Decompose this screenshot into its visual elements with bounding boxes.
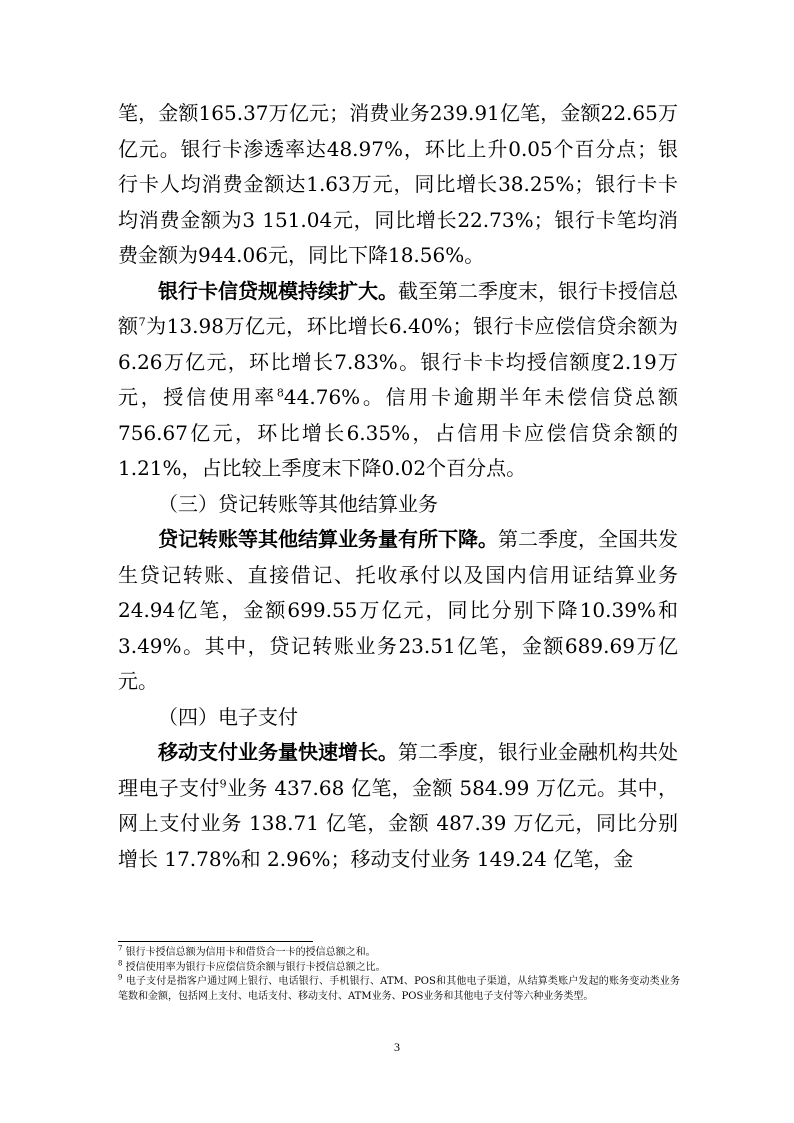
paragraph-credit-transfer (118, 522, 678, 700)
body-text (118, 96, 678, 877)
section-heading-4: （四）电子支付 (158, 704, 298, 729)
footnote-ref-8[interactable]: 8 (276, 386, 284, 400)
paragraph-text-part: 44.76%。信用卡逾期半年未偿信贷总额756.67亿元，环比增长6.35%，占信用卡应偿信贷余额的1.21%，占比较上季度末下降0.02个百分点。 (118, 385, 679, 480)
footnote-ref-7[interactable]: 7 (138, 315, 146, 329)
footnote-7 (118, 946, 680, 961)
footnote-text: 电子支付是指客户通过网上银行、电话银行、手机银行、ATM、POS和其他电子渠道，从结算类账户发起的账务变动类业务笔数和金额，包括网上支付、电话支付、移动支付、ATM业务、POS业务和其他电子支付等六种业务类型。 (118, 976, 680, 1002)
page-number: 3 (394, 1040, 400, 1054)
footnote-9 (118, 975, 680, 1004)
footnote-text: 银行卡授信总额为信用卡和借贷合一卡的授信总额之和。 (125, 947, 376, 958)
paragraph-lead: 移动支付业务量快速增长。 (158, 740, 398, 764)
paragraph-lead: 银行卡信贷规模持续扩大。 (158, 278, 398, 303)
paragraph-bank-card-consumption (118, 96, 678, 274)
footnote-mark: 7 (118, 944, 123, 953)
paragraph-bank-card-credit (118, 274, 678, 487)
paragraph-text-part: 截至第二季度末，银行卡授信总额 (118, 278, 678, 338)
paragraph-text-part: 第二季度，银行业金融机构共处理电子支付 (118, 740, 678, 800)
paragraph-text: 第二季度，全国共发生贷记转账、直接借记、托收承付以及国内信用证结算业务24.94亿笔，金额699.55万亿元，同比分别下降10.39%和3.49%。其中，贷记转账业务23.51亿笔，金额689.69万亿元。 (118, 527, 678, 693)
footnote-mark: 8 (118, 959, 123, 968)
paragraph-electronic-payment (118, 735, 678, 877)
footnotes (118, 946, 680, 1004)
footnote-8 (118, 961, 680, 976)
paragraph-text-part: 业务 437.68 亿笔，金额 584.99 万亿元。其中，网上支付业务 138.71 亿笔，金额 487.39 万亿元，同比分别增长 17.78%和 2.96%；移动支付业务 149.24 亿笔，金 (118, 775, 679, 871)
paragraph-lead: 贷记转账等其他结算业务量有所下降。 (158, 527, 498, 551)
footnote-mark: 9 (118, 973, 123, 982)
footnote-text: 授信使用率为银行卡应偿信贷余额与银行卡授信总额之比。 (125, 961, 386, 973)
footnote-ref-9[interactable]: 9 (219, 776, 227, 790)
section-heading-3: （三）贷记转账等其他结算业务 (158, 491, 438, 516)
paragraph-text: 笔，金额165.37万亿元；消费业务239.91亿笔，金额22.65万亿元。银行卡渗透率达48.97%，环比上升0.05个百分点；银行卡人均消费金额达1.63万元，同比增长38.25%；银行卡卡均消费金额为3 151.04元，同比增长22.73%；银行卡笔均消费金额为944.06元，同比下降18.56%。 (118, 101, 678, 267)
paragraph-text-part: 为13.98万亿元，环比增长6.40%；银行卡应偿信贷余额为6.26万亿元，环比增长7.83%。银行卡卡均授信额度2.19万元，授信使用率 (118, 314, 679, 409)
footnote-divider (118, 941, 313, 942)
